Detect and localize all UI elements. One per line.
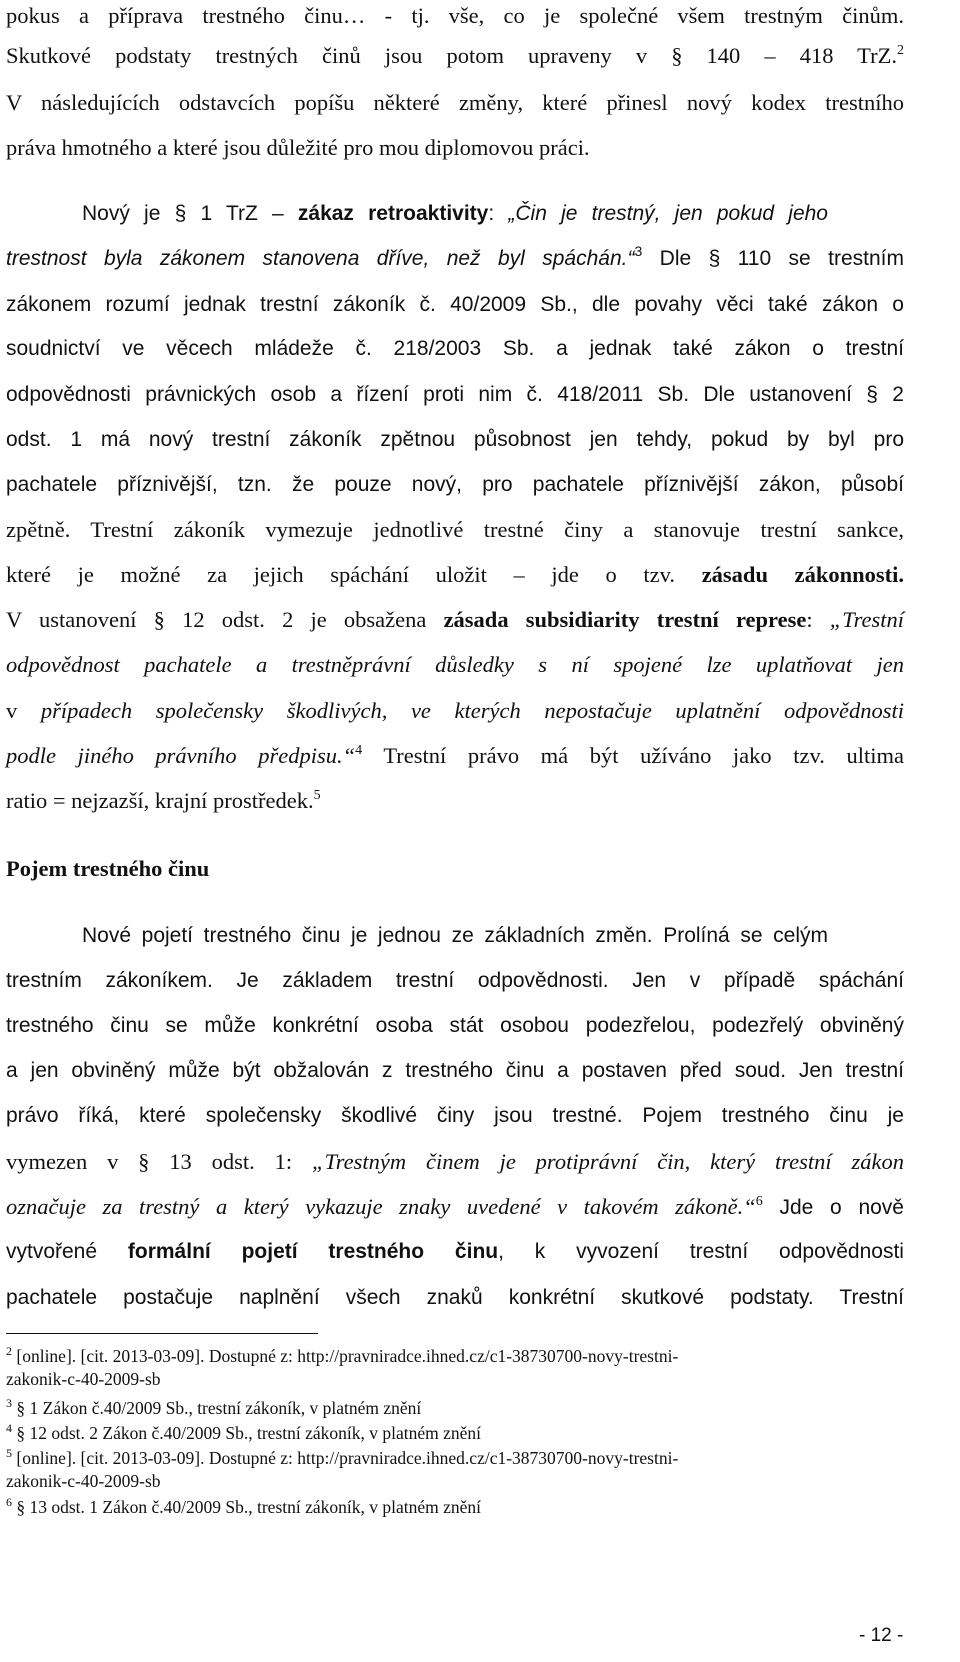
paragraph-2-line-9: které je možné za jejich spáchání uložit – jde o tzv. zásadu zákonnosti.	[6, 562, 904, 587]
paragraph-2-line-13: podle jiného právního předpisu.“$^4$ Trestní právo má být užíváno jako tzv. ultima	[6, 743, 904, 768]
footnote-5-cont: zakonik-c-40-2009-sb	[6, 1471, 161, 1491]
footnote-6: $^6$ § 13 odst. 1 Zákon č.40/2009 Sb., trestní zákoník, v platném znění	[6, 1495, 482, 1517]
paragraph-2-line-5: odpovědnosti právnických osob a řízení proti nim č. 418/2011 Sb. Dle ustanovení § 2	[6, 383, 904, 406]
footnote-ref-2: 2	[897, 43, 904, 58]
footnote-3: $^3$ § 1 Zákon č.40/2009 Sb., trestní zákoník, v platném znění	[6, 1396, 422, 1418]
footnote-2-cont: zakonik-c-40-2009-sb	[6, 1369, 161, 1389]
paragraph-3-line-3: trestného činu se může konkrétní osoba stát osobou podezřelou, podezřelý obviněný	[6, 1014, 904, 1037]
paragraph-3-line-9: pachatele postačuje naplnění všech znaků konkrétní skutkové podstaty. Trestní	[6, 1286, 904, 1309]
section-heading: Pojem trestného činu	[6, 856, 210, 881]
paragraph-2-line-3: zákonem rozumí jednak trestní zákoník č. 40/2009 Sb., dle povahy věci také zákon o	[6, 293, 904, 316]
paragraph-1-line-1: pokus a příprava trestného činu… - tj. vše, co je společné všem trestným činům.	[6, 3, 904, 28]
paragraph-2-line-10: V ustanovení § 12 odst. 2 je obsažena zásada subsidiarity trestní represe: „Trestní	[6, 607, 904, 632]
paragraph-2-line-2: trestnost byla zákonem stanovena dříve, než byl spáchán.“$^3$ Dle § 110 se trestním	[6, 243, 904, 270]
footnote-separator	[6, 1333, 318, 1334]
paragraph-3-line-5: právo říká, které společensky škodlivé činy jsou trestné. Pojem trestného činu je	[6, 1104, 904, 1127]
paragraph-3-line-6: vymezen v § 13 odst. 1: „Trestným činem je protiprávní čin, který trestní zákon	[6, 1149, 904, 1174]
paragraph-3-line-8: vytvořené formální pojetí trestného činu, k vyvození trestní odpovědnosti	[6, 1240, 904, 1263]
footnote-2: $^2$ [online]. [cit. 2013-03-09]. Dostupné z: http://pravniradce.ihned.cz/c1-38730700-novy-trestni-	[6, 1344, 679, 1366]
paragraph-2-line-6: odst. 1 má nový trestní zákoník zpětnou působnost jen tehdy, pokud by byl pro	[6, 428, 904, 451]
footnote-ref-5: 5	[313, 788, 321, 803]
paragraph-2-line-11: odpovědnost pachatele a trestněprávní důsledky s ní spojené lze uplatňovat jen	[6, 652, 904, 677]
paragraph-1-line-3: V následujících odstavcích popíšu některé změny, které přinesl nový kodex trestního	[6, 90, 904, 115]
paragraph-3-line-7: označuje za trestný a který vykazuje znaky uvedené v takovém zákoně.“$^6$ Jde o nově	[6, 1194, 904, 1219]
paragraph-3-line-1: Nové pojetí trestného činu je jednou ze základních změn. Prolíná se celým	[82, 924, 828, 947]
footnote-ref-6: 6	[755, 1194, 763, 1209]
paragraph-2-line-7: pachatele příznivější, tzn. že pouze nový, pro pachatele příznivější zákon, působí	[6, 473, 904, 496]
paragraph-2-line-8: zpětně. Trestní zákoník vymezuje jednotlivé trestné činy a stanovuje trestní sankce,	[6, 517, 904, 542]
footnote-ref-3: 3	[634, 243, 643, 259]
footnote-ref-4: 4	[355, 743, 363, 758]
footnote-5: $^5$ [online]. [cit. 2013-03-09]. Dostupné z: http://pravniradce.ihned.cz/c1-38730700-novy-trestni-	[6, 1446, 679, 1468]
paragraph-3-line-4: a jen obviněný může být obžalován z trestného činu a postaven před soud. Jen trestní	[6, 1059, 904, 1082]
paragraph-3-line-2: trestním zákoníkem. Je základem trestní odpovědnosti. Jen v případě spáchání	[6, 969, 904, 992]
paragraph-2-line-12: v případech společensky škodlivých, ve kterých nepostačuje uplatnění odpovědnosti	[6, 698, 904, 723]
paragraph-2-line-1: Nový je § 1 TrZ – zákaz retroaktivity: „Čin je trestný, jen pokud jeho	[82, 202, 828, 225]
paragraph-2-line-4: soudnictví ve věcech mládeže č. 218/2003 Sb. a jednak také zákon o trestní	[6, 337, 904, 360]
paragraph-2-line-14: ratio = nejzazší, krajní prostředek.$^5$	[6, 788, 321, 813]
paragraph-1-line-2: Skutkové podstaty trestných činů jsou potom upraveny v § 140 – 418 TrZ.$^2$	[6, 43, 904, 68]
paragraph-1-line-4: práva hmotného a které jsou důležité pro mou diplomovou práci.	[6, 135, 590, 160]
footnote-4: $^4$ § 12 odst. 2 Zákon č.40/2009 Sb., trestní zákoník, v platném znění	[6, 1421, 482, 1443]
page-number: - 12 -	[859, 1625, 904, 1646]
